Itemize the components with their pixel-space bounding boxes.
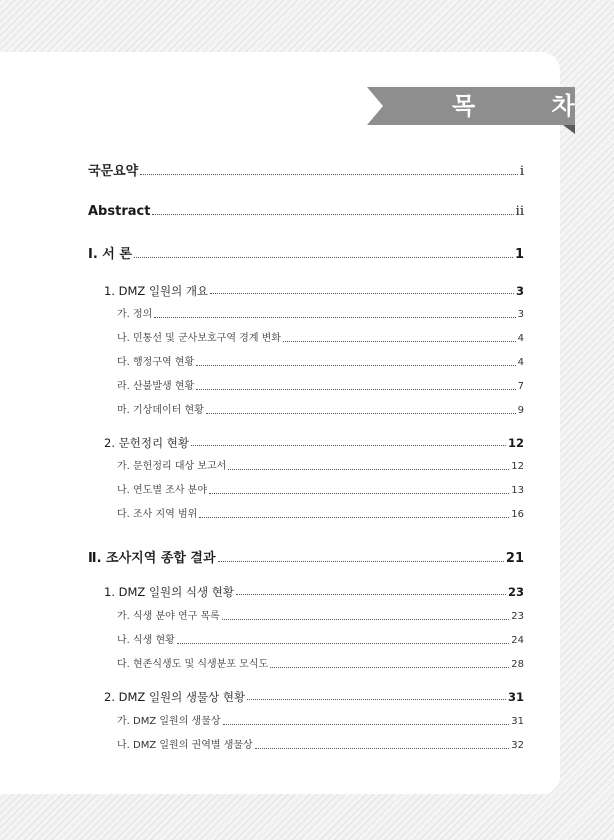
toc-item[interactable] [117,403,524,419]
toc-item-page: 23 [511,611,524,622]
dot-leader [236,593,506,595]
dot-leader [228,468,509,470]
dot-leader [177,642,509,644]
toc-item-label: 가. 문헌정리 대상 보고서 [117,461,227,472]
toc-chapter[interactable] [88,551,524,567]
toc-section[interactable] [104,584,524,600]
dot-leader [222,618,509,620]
toc-item-page: 31 [511,716,524,727]
toc-chapter-label: Ⅱ. 조사지역 종합 결과 [88,551,216,566]
toc-item-label: 가. DMZ 일원의 생물상 [117,716,221,727]
toc-item-label: 나. DMZ 일원의 권역별 생물상 [117,740,253,751]
dot-leader [134,256,513,258]
toc-item-label: 라. 산불발생 현황 [117,381,195,392]
toc-item[interactable] [117,331,524,347]
toc-item[interactable] [117,738,524,754]
toc-chapter-label: Ⅰ. 서 론 [88,247,132,262]
dot-leader [206,412,516,414]
toc-item-label: 나. 연도별 조사 분야 [117,485,207,496]
toc-item-label: 마. 기상데이터 현황 [117,405,204,416]
toc-item[interactable] [117,355,524,371]
toc-section-page: 23 [507,585,524,599]
toc-chapter[interactable] [88,247,524,263]
toc-item-label: 다. 행정구역 현황 [117,357,195,368]
dot-leader [199,516,509,518]
dot-leader [218,560,504,562]
toc-section-label: 2. 문헌정리 현황 [104,436,189,450]
toc-item[interactable] [117,507,524,523]
toc-item[interactable] [117,459,524,475]
toc-item-page: 13 [511,485,524,496]
toc-section-label: 2. DMZ 일원의 생물상 현황 [104,690,246,704]
dot-leader [191,444,506,446]
toc-item-page: 7 [517,381,524,392]
page-title: 목 차 [452,92,609,120]
toc-item-label: 가. 정의 [117,309,153,320]
dot-leader [247,698,506,700]
toc-section[interactable] [104,689,524,705]
toc-item-page: 4 [517,357,524,368]
dot-leader [209,492,509,494]
toc-item-page: 24 [511,635,524,646]
toc-item-label: 다. 현존식생도 및 식생분포 모식도 [117,659,269,670]
toc-item[interactable] [117,307,524,323]
dot-leader [140,173,518,175]
toc-item-page: 12 [511,461,524,472]
toc-chapter-page: 1 [514,247,524,262]
toc-entry-summary-korean[interactable] [88,164,524,180]
toc-item-page: 16 [511,509,524,520]
dot-leader [283,340,516,342]
toc-item[interactable] [117,657,524,673]
toc-item-page: 3 [517,309,524,320]
toc-entry-page: i [519,164,524,179]
toc-item-label: 가. 식생 분야 연구 목록 [117,611,220,622]
dot-leader [196,388,515,390]
dot-leader [152,213,513,215]
dot-leader [154,316,515,318]
toc-item[interactable] [117,633,524,649]
toc-section-page: 3 [515,284,524,298]
dot-leader [196,364,515,366]
toc-item[interactable] [117,609,524,625]
toc-entry-page: ii [515,204,524,219]
toc-item-page: 9 [517,405,524,416]
toc-item[interactable] [117,483,524,499]
toc-item-page: 32 [511,740,524,751]
toc-entry-label: 국문요약 [88,164,139,179]
toc-item-label: 다. 조사 지역 범위 [117,509,198,520]
toc-chapter-page: 21 [505,551,524,566]
dot-leader [270,666,509,668]
dot-leader [255,747,510,749]
toc-section-label: 1. DMZ 일원의 식생 현황 [104,585,235,599]
dot-leader [210,292,514,294]
toc-item[interactable] [117,379,524,395]
toc-item-label: 나. 민통선 및 군사보호구역 경계 변화 [117,333,281,344]
toc-section-label: 1. DMZ 일원의 개요 [104,284,209,298]
toc-item[interactable] [117,714,524,730]
toc-entry-label: Abstract [88,204,151,219]
toc-section-page: 12 [507,436,524,450]
toc-item-label: 나. 식생 현황 [117,635,175,646]
toc-section[interactable] [104,435,524,451]
toc-item-page: 28 [511,659,524,670]
toc-section-page: 31 [507,690,524,704]
toc-item-page: 4 [517,333,524,344]
dot-leader [223,723,510,725]
toc-entry-abstract[interactable] [88,204,524,220]
toc-section[interactable] [104,283,524,299]
